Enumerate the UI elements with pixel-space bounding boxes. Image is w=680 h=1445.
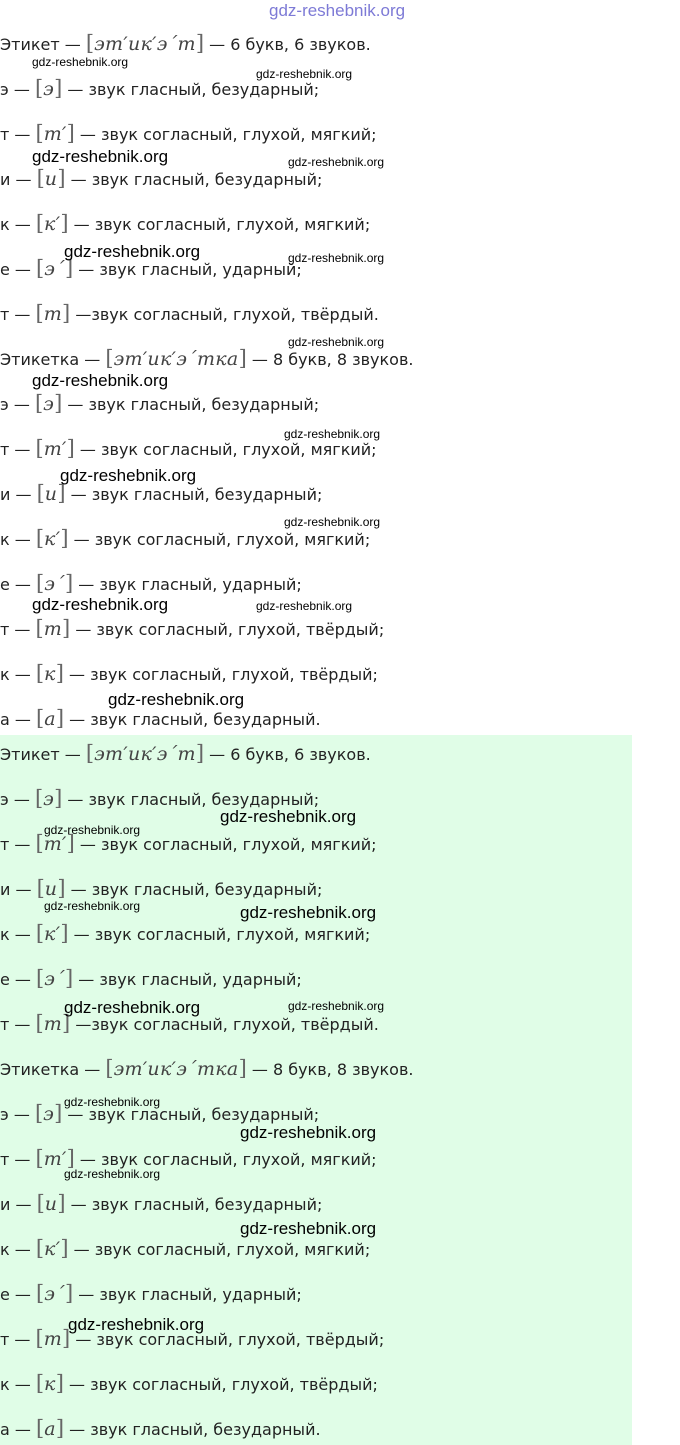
letter-label: э — bbox=[0, 790, 35, 809]
sound-description: — звук гласный, безударный; bbox=[62, 1105, 320, 1124]
close-bracket: ] bbox=[66, 1146, 75, 1170]
watermark: gdz-reshebnik.org bbox=[240, 903, 377, 922]
letter-label: т — bbox=[0, 1015, 36, 1034]
sound-description: — звук гласный, ударный; bbox=[73, 260, 302, 279]
phonetic-analysis-line bbox=[0, 613, 384, 643]
letter-label: к — bbox=[0, 1375, 36, 1394]
open-bracket: [ bbox=[36, 1191, 45, 1215]
sound-description: — звук согласный, глухой, мягкий; bbox=[68, 530, 371, 549]
transcription: к′ bbox=[44, 923, 61, 945]
phonetic-analysis-line bbox=[0, 1188, 322, 1218]
letter-label: е — bbox=[0, 575, 37, 594]
sound-description: — звук гласный, ударный; bbox=[73, 1285, 302, 1304]
watermark: gdz-reshebnik.org bbox=[32, 147, 169, 166]
sound-description: — звук согласный, глухой, твёрдый; bbox=[63, 665, 378, 684]
watermark: gdz-reshebnik.org bbox=[288, 999, 385, 1013]
sound-description: — звук гласный, безударный. bbox=[64, 1420, 321, 1439]
phonetic-analysis-line bbox=[0, 783, 319, 813]
open-bracket: [ bbox=[35, 121, 44, 145]
close-bracket: ] bbox=[62, 301, 71, 325]
sound-description: — звук согласный, глухой, мягкий; bbox=[74, 835, 377, 854]
transcription: э bbox=[43, 78, 55, 100]
phonetic-analysis-line bbox=[0, 1323, 384, 1353]
close-bracket: ] bbox=[62, 1011, 71, 1035]
close-bracket: ] bbox=[55, 661, 64, 685]
watermark: gdz-reshebnik.org bbox=[284, 515, 381, 529]
open-bracket: [ bbox=[36, 256, 45, 280]
transcription: т′ bbox=[43, 833, 67, 855]
letter-label: е — bbox=[0, 1285, 37, 1304]
sound-description: — звук гласный, ударный; bbox=[73, 970, 302, 989]
transcription: и bbox=[44, 483, 58, 505]
watermark: gdz-reshebnik.org bbox=[32, 55, 129, 69]
sound-description: — звук согласный, глухой, мягкий; bbox=[68, 1240, 371, 1259]
phonetic-analysis-line bbox=[0, 918, 370, 948]
word-heading-line bbox=[0, 1053, 413, 1083]
letter-label: к — bbox=[0, 530, 36, 549]
transcription: т′ bbox=[43, 123, 67, 145]
phonetic-analysis-line bbox=[0, 828, 377, 858]
letter-label: т — bbox=[0, 1330, 36, 1349]
transcription: к bbox=[44, 663, 56, 685]
sound-description: —звук согласный, глухой, твёрдый. bbox=[70, 1015, 379, 1034]
phonetic-analysis-line bbox=[0, 163, 322, 193]
watermark: gdz-reshebnik.org bbox=[64, 1095, 161, 1109]
close-bracket: ] bbox=[54, 786, 63, 810]
letter-label: и — bbox=[0, 170, 37, 189]
watermark: gdz-reshebnik.org bbox=[32, 595, 169, 614]
sound-description: — 8 букв, 8 звуков. bbox=[246, 350, 414, 369]
transcription: э bbox=[43, 1103, 55, 1125]
transcription: э´ bbox=[44, 573, 65, 595]
phonetic-analysis-line bbox=[0, 963, 302, 993]
phonetic-analysis-line bbox=[0, 298, 379, 328]
watermark: gdz-reshebnik.org bbox=[64, 242, 201, 261]
open-bracket: [ bbox=[35, 436, 44, 460]
phonetic-analysis-line bbox=[0, 568, 302, 598]
close-bracket: ] bbox=[66, 831, 75, 855]
phonetic-analysis-line bbox=[0, 703, 321, 733]
sound-description: — звук гласный, ударный; bbox=[73, 575, 302, 594]
watermark: gdz-reshebnik.org bbox=[240, 1219, 377, 1238]
watermark: gdz-reshebnik.org bbox=[32, 371, 169, 390]
transcription: э bbox=[43, 788, 55, 810]
letter-label: к — bbox=[0, 665, 36, 684]
sound-description: — звук согласный, глухой, мягкий; bbox=[74, 440, 377, 459]
open-bracket: [ bbox=[35, 1416, 45, 1440]
transcription: эт′ик′э´т bbox=[94, 33, 196, 55]
open-bracket: [ bbox=[85, 741, 95, 765]
close-bracket: ] bbox=[54, 1101, 63, 1125]
close-bracket: ] bbox=[60, 921, 69, 945]
transcription: к′ bbox=[44, 213, 61, 235]
phonetic-analysis-line bbox=[0, 118, 377, 148]
letter-label: Этикетка — bbox=[0, 1060, 106, 1079]
open-bracket: [ bbox=[35, 661, 45, 685]
watermark: gdz-reshebnik.org bbox=[288, 335, 385, 349]
close-bracket: ] bbox=[54, 76, 63, 100]
close-bracket: ] bbox=[55, 1416, 65, 1440]
transcription: т′ bbox=[43, 1148, 67, 1170]
watermark: gdz-reshebnik.org bbox=[288, 251, 385, 265]
transcription: а bbox=[44, 1418, 56, 1440]
letter-label: е — bbox=[0, 260, 37, 279]
open-bracket: [ bbox=[34, 1101, 44, 1125]
sound-description: — звук согласный, глухой, мягкий; bbox=[68, 215, 371, 234]
close-bracket: ] bbox=[54, 391, 63, 415]
letter-label: к — bbox=[0, 215, 36, 234]
open-bracket: [ bbox=[36, 876, 45, 900]
phonetic-analysis-line bbox=[0, 433, 377, 463]
open-bracket: [ bbox=[35, 831, 44, 855]
watermark: gdz-reshebnik.org bbox=[288, 155, 385, 169]
phonetic-analysis-line bbox=[0, 1278, 302, 1308]
open-bracket: [ bbox=[35, 706, 45, 730]
word-heading-line bbox=[0, 28, 371, 58]
sound-description: — звук гласный, безударный; bbox=[62, 395, 320, 414]
letter-label: т — bbox=[0, 1150, 36, 1169]
open-bracket: [ bbox=[35, 1236, 45, 1260]
sound-description: — звук согласный, глухой, твёрдый; bbox=[63, 1375, 378, 1394]
phonetic-analysis-line bbox=[0, 1143, 377, 1173]
watermark: gdz-reshebnik.org bbox=[284, 427, 381, 441]
letter-label: Этикетка — bbox=[0, 350, 106, 369]
close-bracket: ] bbox=[60, 211, 69, 235]
transcription: т bbox=[43, 1328, 63, 1350]
watermark: gdz-reshebnik.org bbox=[256, 67, 353, 81]
sound-description: — звук согласный, глухой, твёрдый; bbox=[70, 620, 385, 639]
phonetic-analysis-line bbox=[0, 1098, 319, 1128]
watermark: gdz-reshebnik.org bbox=[68, 1315, 205, 1334]
transcription: т bbox=[43, 1013, 63, 1035]
sound-description: — звук согласный, глухой, мягкий; bbox=[74, 125, 377, 144]
letter-label: и — bbox=[0, 1195, 37, 1214]
sound-description: — 8 букв, 8 звуков. bbox=[246, 1060, 414, 1079]
watermark: gdz-reshebnik.org bbox=[60, 466, 197, 485]
open-bracket: [ bbox=[34, 76, 44, 100]
transcription: эт′ик′э´т bbox=[94, 743, 196, 765]
phonetic-analysis-line bbox=[0, 1413, 321, 1443]
letter-label: а — bbox=[0, 1420, 36, 1439]
transcription: и bbox=[44, 168, 58, 190]
watermark: gdz-reshebnik.org bbox=[44, 899, 141, 913]
open-bracket: [ bbox=[36, 966, 45, 990]
watermark: gdz-reshebnik.org bbox=[64, 1167, 161, 1181]
phonetic-analysis-line bbox=[0, 1368, 378, 1398]
open-bracket: [ bbox=[35, 1326, 44, 1350]
letter-label: и — bbox=[0, 880, 37, 899]
close-bracket: ] bbox=[64, 1281, 74, 1305]
transcription: и bbox=[44, 1193, 58, 1215]
open-bracket: [ bbox=[36, 571, 45, 595]
phonetic-analysis-line bbox=[0, 873, 322, 903]
close-bracket: ] bbox=[55, 1371, 64, 1395]
watermark: gdz-reshebnik.org bbox=[44, 823, 141, 837]
close-bracket: ] bbox=[195, 31, 205, 55]
transcription: к bbox=[44, 1373, 56, 1395]
letter-label: а — bbox=[0, 710, 36, 729]
phonetic-analysis-line bbox=[0, 208, 370, 238]
open-bracket: [ bbox=[35, 1371, 45, 1395]
close-bracket: ] bbox=[57, 166, 66, 190]
letter-label: е — bbox=[0, 970, 37, 989]
open-bracket: [ bbox=[36, 1281, 45, 1305]
close-bracket: ] bbox=[238, 346, 247, 370]
letter-label: э — bbox=[0, 80, 35, 99]
close-bracket: ] bbox=[64, 571, 74, 595]
transcription: э´ bbox=[44, 1283, 65, 1305]
letter-label: т — bbox=[0, 620, 36, 639]
close-bracket: ] bbox=[57, 876, 66, 900]
phonetic-analysis-line bbox=[0, 253, 302, 283]
sound-description: — 6 букв, 6 звуков. bbox=[204, 35, 371, 54]
close-bracket: ] bbox=[60, 526, 69, 550]
close-bracket: ] bbox=[57, 481, 66, 505]
sound-description: — звук гласный, безударный; bbox=[65, 880, 323, 899]
open-bracket: [ bbox=[36, 481, 45, 505]
letter-label: т — bbox=[0, 440, 36, 459]
open-bracket: [ bbox=[36, 166, 45, 190]
transcription: эт′ик′э´тка bbox=[113, 348, 239, 370]
watermark: gdz-reshebnik.org bbox=[108, 690, 245, 709]
transcription: и bbox=[44, 878, 58, 900]
transcription: т′ bbox=[43, 438, 67, 460]
sound-description: — звук гласный, безударный; bbox=[65, 170, 323, 189]
close-bracket: ] bbox=[55, 706, 65, 730]
letter-label: т — bbox=[0, 305, 36, 324]
watermark: gdz-reshebnik.org bbox=[240, 1123, 377, 1142]
sound-description: — звук гласный, безударный; bbox=[65, 1195, 323, 1214]
open-bracket: [ bbox=[34, 391, 44, 415]
sound-description: —звук согласный, глухой, твёрдый. bbox=[70, 305, 379, 324]
watermark: gdz-reshebnik.org bbox=[220, 807, 357, 826]
open-bracket: [ bbox=[35, 1146, 44, 1170]
phonetic-analysis-line bbox=[0, 658, 378, 688]
sound-description: — 6 букв, 6 звуков. bbox=[204, 745, 371, 764]
phonetic-analysis-line bbox=[0, 523, 370, 553]
transcription: э bbox=[43, 393, 55, 415]
close-bracket: ] bbox=[238, 1056, 247, 1080]
watermark: gdz-reshebnik.org bbox=[256, 599, 353, 613]
open-bracket: [ bbox=[105, 1056, 114, 1080]
letter-label: э — bbox=[0, 1105, 35, 1124]
letter-label: Этикет — bbox=[0, 745, 86, 764]
watermark: gdz-reshebnik.org bbox=[269, 1, 406, 20]
letter-label: т — bbox=[0, 835, 36, 854]
open-bracket: [ bbox=[34, 786, 44, 810]
transcription: эт′ик′э´тка bbox=[113, 1058, 239, 1080]
close-bracket: ] bbox=[62, 616, 71, 640]
open-bracket: [ bbox=[85, 31, 95, 55]
letter-label: к — bbox=[0, 1240, 36, 1259]
sound-description: — звук согласный, глухой, мягкий; bbox=[74, 1150, 377, 1169]
close-bracket: ] bbox=[64, 256, 74, 280]
letter-label: к — bbox=[0, 925, 36, 944]
open-bracket: [ bbox=[35, 921, 45, 945]
close-bracket: ] bbox=[57, 1191, 66, 1215]
transcription: т bbox=[43, 303, 63, 325]
transcription: а bbox=[44, 708, 56, 730]
letter-label: э — bbox=[0, 395, 35, 414]
letter-label: и — bbox=[0, 485, 37, 504]
transcription: к′ bbox=[44, 1238, 61, 1260]
phonetic-analysis-line bbox=[0, 1008, 379, 1038]
sound-description: — звук гласный, безударный. bbox=[64, 710, 321, 729]
sound-description: — звук гласный, безударный; bbox=[62, 80, 320, 99]
word-heading-line bbox=[0, 343, 413, 373]
close-bracket: ] bbox=[66, 436, 75, 460]
sound-description: — звук согласный, глухой, твёрдый; bbox=[70, 1330, 385, 1349]
sound-description: — звук гласный, безударный; bbox=[62, 790, 320, 809]
phonetic-analysis-line bbox=[0, 1233, 370, 1263]
transcription: к′ bbox=[44, 528, 61, 550]
sound-description: — звук гласный, безударный; bbox=[65, 485, 323, 504]
close-bracket: ] bbox=[60, 1236, 69, 1260]
open-bracket: [ bbox=[105, 346, 114, 370]
open-bracket: [ bbox=[35, 301, 44, 325]
transcription: т bbox=[43, 618, 63, 640]
close-bracket: ] bbox=[62, 1326, 71, 1350]
transcription: э´ bbox=[44, 258, 65, 280]
transcription: э´ bbox=[44, 968, 65, 990]
letter-label: Этикет — bbox=[0, 35, 86, 54]
phonetic-analysis-line bbox=[0, 73, 319, 103]
watermark: gdz-reshebnik.org bbox=[64, 998, 201, 1017]
close-bracket: ] bbox=[66, 121, 75, 145]
open-bracket: [ bbox=[35, 211, 45, 235]
open-bracket: [ bbox=[35, 1011, 44, 1035]
open-bracket: [ bbox=[35, 616, 44, 640]
open-bracket: [ bbox=[35, 526, 45, 550]
sound-description: — звук согласный, глухой, мягкий; bbox=[68, 925, 371, 944]
close-bracket: ] bbox=[64, 966, 74, 990]
close-bracket: ] bbox=[195, 741, 205, 765]
phonetic-analysis-line bbox=[0, 478, 322, 508]
word-heading-line bbox=[0, 738, 371, 768]
phonetic-analysis-line bbox=[0, 388, 319, 418]
letter-label: т — bbox=[0, 125, 36, 144]
